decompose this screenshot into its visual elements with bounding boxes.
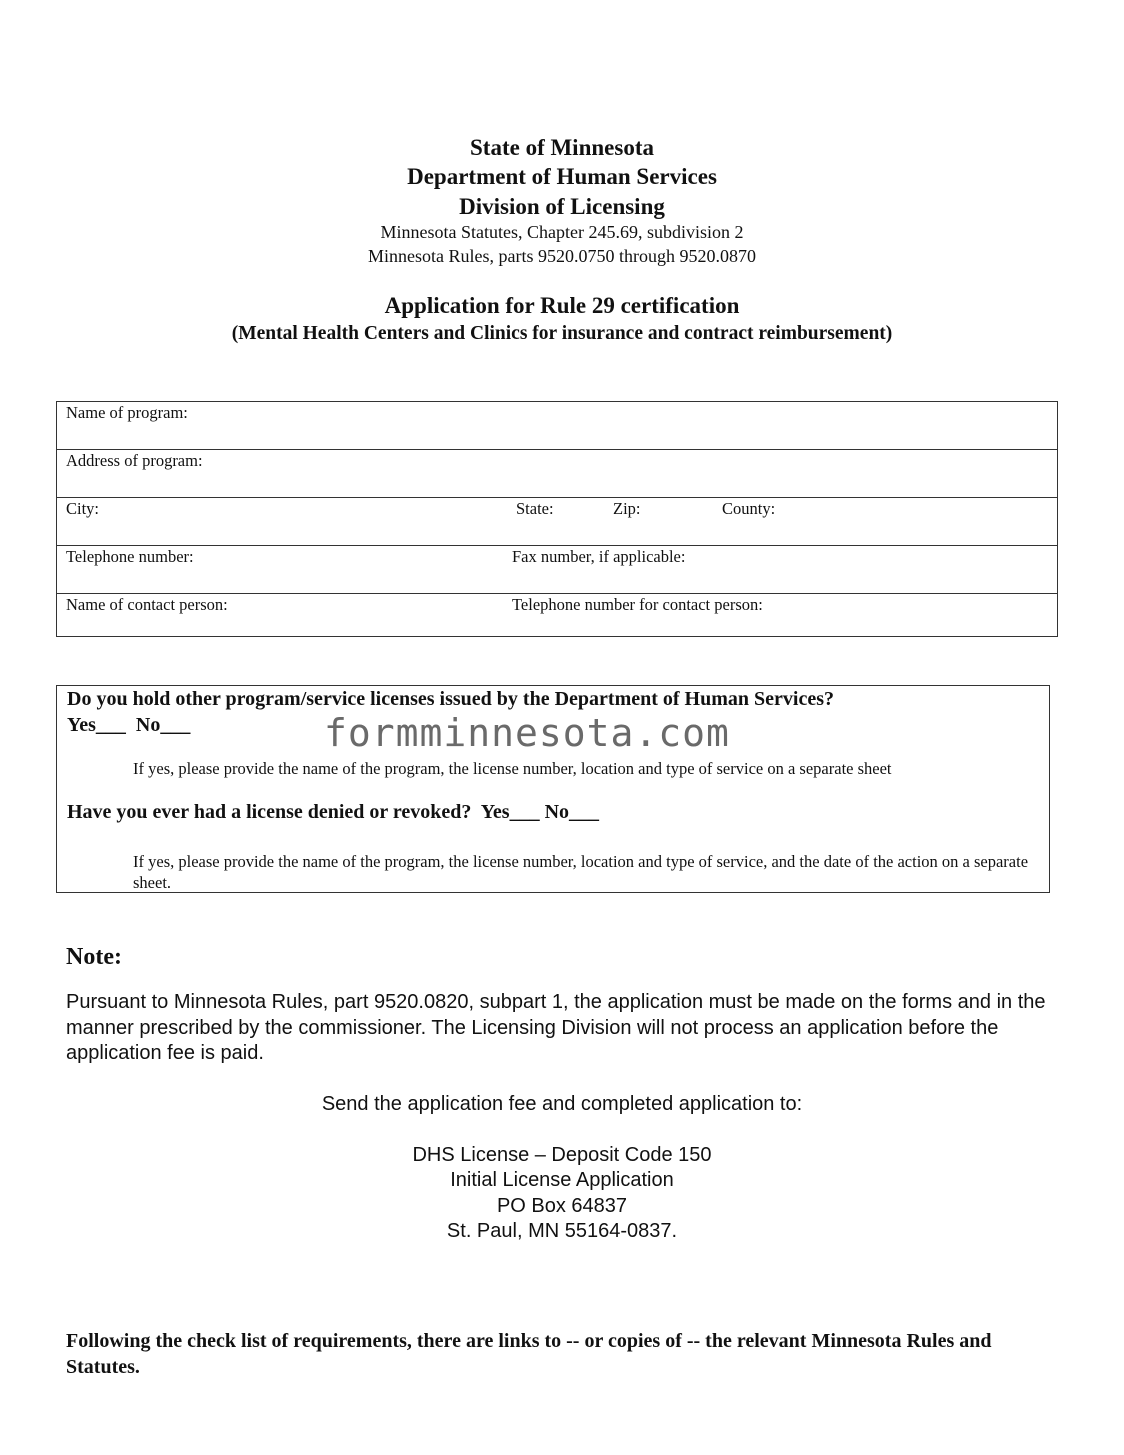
program-info-table	[56, 401, 1058, 637]
location-row	[57, 498, 1057, 546]
watermark: formminnesota.com	[324, 711, 730, 755]
city-label: City:	[66, 499, 100, 518]
county-label: County:	[722, 499, 776, 518]
program-address-label: Address of program:	[66, 451, 203, 470]
address-line-1: DHS License – Deposit Code 150	[412, 1144, 712, 1166]
address-line-4: St. Paul, MN 55164-0837.	[446, 1220, 678, 1242]
address-line-2: Initial License Application	[450, 1169, 674, 1191]
statute-reference: Minnesota Statutes, Chapter 245.69, subdivision 2	[380, 222, 744, 242]
license-denied-question: Have you ever had a license denied or revoked? Yes___ No___	[67, 801, 600, 823]
address-line-3: PO Box 64837	[496, 1195, 628, 1217]
other-licenses-question: Do you hold other program/service licenses issued by the Department of Human Services?	[67, 688, 834, 710]
note-body: Pursuant to Minnesota Rules, part 9520.0820, subpart 1, the application must be made on the forms and in the manner prescribed by the commissioner. The Licensing Division will not process an application before the application fee is paid.	[66, 991, 1046, 1064]
program-name-label: Name of program:	[66, 403, 188, 422]
telephone-label: Telephone number:	[66, 547, 194, 566]
zip-label: Zip:	[613, 499, 641, 518]
footer-note: Following the check list of requirements, there are links to -- or copies of -- the relevant Minnesota Rules and Statutes.	[66, 1330, 992, 1378]
contact-phone-label: Telephone number for contact person:	[512, 595, 763, 614]
program-name-row	[57, 402, 1057, 450]
header-department: Department of Human Services	[407, 164, 717, 189]
form-title: Application for Rule 29 certification	[384, 293, 740, 318]
fax-label: Fax number, if applicable:	[512, 547, 686, 566]
header-division: Division of Licensing	[459, 194, 665, 219]
note-title: Note:	[66, 944, 122, 970]
phone-row	[57, 546, 1057, 594]
form-subtitle: (Mental Health Centers and Clinics for insurance and contract reimbursement)	[231, 323, 893, 344]
header-state: State of Minnesota	[470, 135, 654, 160]
license-denied-note: If yes, please provide the name of the program, the license number, location and type of service, and the date of the action on a separate sheet.	[133, 852, 1029, 892]
other-licenses-options: Yes___ No___	[67, 714, 191, 736]
program-address-row	[57, 450, 1057, 498]
send-instructions: Send the application fee and completed application to:	[321, 1093, 803, 1115]
contact-name-label: Name of contact person:	[66, 595, 228, 614]
contact-row	[57, 594, 1057, 636]
state-label: State:	[516, 499, 554, 518]
other-licenses-note: If yes, please provide the name of the program, the license number, location and type of service on a separate sheet	[133, 759, 892, 778]
rules-reference: Minnesota Rules, parts 9520.0750 through 9520.0870	[368, 246, 756, 266]
